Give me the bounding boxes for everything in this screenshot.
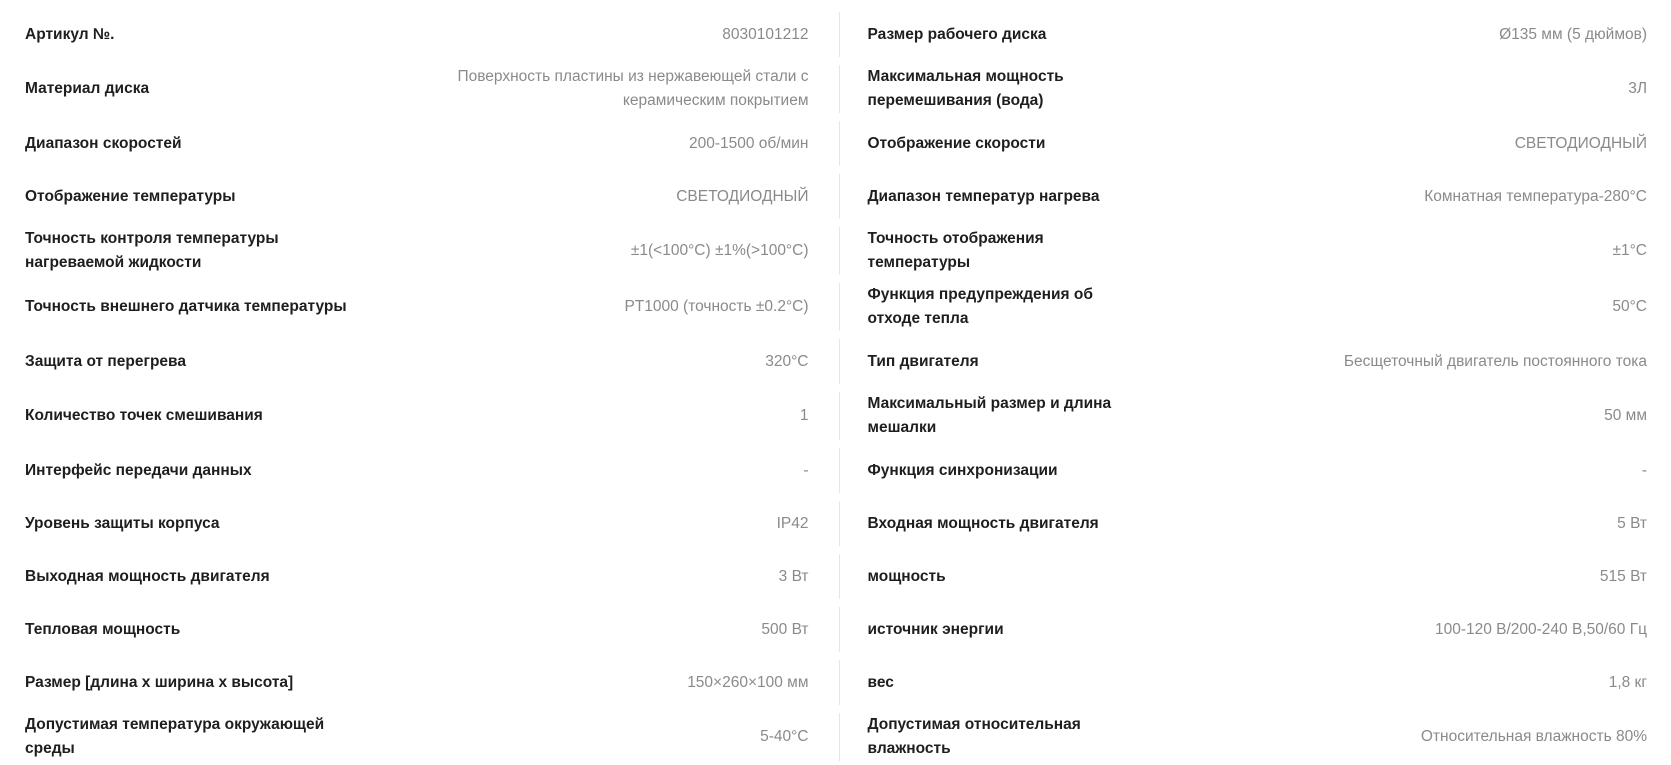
spec-label: Допустимая температура окружающей среды [25,713,355,761]
spec-value: 1,8 кг [1113,671,1648,695]
spec-cell [0,8,839,61]
spec-value: Относительная влажность 80% [1113,725,1648,749]
spec-value: ±1°C [1113,239,1648,263]
spec-value: Комнатная температура-280°C [1113,185,1648,209]
spec-label: Входная мощность двигателя [868,512,1113,536]
spec-cell [0,388,839,444]
spec-label: Диапазон скоростей [25,132,355,156]
spec-value: СВЕТОДИОДНЫЙ [355,185,809,209]
spec-cell [840,388,1671,444]
spec-label: Точность отображения температуры [868,227,1113,275]
spec-value: 50 мм [1113,404,1648,428]
spec-value: Ø135 мм (5 дюймов) [1113,23,1648,47]
spec-label: Выходная мощность двигателя [25,565,355,589]
spec-value: 200-1500 об/мин [355,132,809,156]
spec-label: Функция предупреждения об отходе тепла [868,283,1113,331]
spec-cell [0,709,839,765]
spec-value: 500 Вт [355,618,809,642]
spec-cell [0,117,839,170]
spec-cell [840,335,1671,388]
spec-value: 320°C [355,350,809,374]
spec-row [0,8,1671,61]
spec-label: источник энергии [868,618,1113,642]
spec-cell [840,444,1671,497]
spec-cell [0,444,839,497]
spec-row [0,497,1671,550]
spec-value: 3Л [1113,77,1648,101]
spec-label: Тепловая мощность [25,618,355,642]
spec-label: мощность [868,565,1113,589]
spec-label: Допустимая относительная влажность [868,713,1113,761]
spec-row [0,603,1671,656]
spec-value: 1 [355,404,809,428]
spec-value: 8030101212 [355,23,809,47]
spec-cell [840,709,1671,765]
spec-value: 150×260×100 мм [355,671,809,695]
spec-cell [0,603,839,656]
spec-row [0,550,1671,603]
spec-label: Максимальная мощность перемешивания (вода) [868,65,1113,113]
spec-label: Отображение скорости [868,132,1113,156]
spec-cell [840,170,1671,223]
spec-label: Диапазон температур нагрева [868,185,1113,209]
spec-value: Поверхность пластины из нержавеющей стали с керамическим покрытием [355,65,809,113]
spec-row [0,61,1671,117]
spec-row [0,223,1671,279]
spec-label: Тип двигателя [868,350,1113,374]
spec-label: Уровень защиты корпуса [25,512,355,536]
spec-row [0,117,1671,170]
spec-cell [840,279,1671,335]
spec-value: IP42 [355,512,809,536]
spec-row [0,279,1671,335]
spec-cell [0,170,839,223]
spec-row [0,335,1671,388]
spec-cell [0,656,839,709]
spec-value: PT1000 (точность ±0.2°C) [355,295,809,319]
spec-value: 3 Вт [355,565,809,589]
spec-value: 5 Вт [1113,512,1648,536]
spec-label: Размер рабочего диска [868,23,1113,47]
spec-label: Точность контроля температуры нагреваемой жидкости [25,227,355,275]
spec-value: ±1(<100°C) ±1%(>100°C) [355,239,809,263]
spec-label: Интерфейс передачи данных [25,459,355,483]
spec-value: СВЕТОДИОДНЫЙ [1113,132,1648,156]
spec-label: Защита от перегрева [25,350,355,374]
spec-value: 5-40°C [355,725,809,749]
spec-cell [0,497,839,550]
spec-cell [840,8,1671,61]
spec-row [0,170,1671,223]
spec-cell [0,223,839,279]
spec-label: Максимальный размер и длина мешалки [868,392,1113,440]
spec-cell [0,279,839,335]
spec-cell [840,497,1671,550]
spec-value: - [1113,459,1648,483]
spec-value: 50°C [1113,295,1648,319]
spec-label: Размер [длина x ширина x высота] [25,671,355,695]
spec-label: вес [868,671,1113,695]
spec-label: Артикул №. [25,23,355,47]
spec-row [0,656,1671,709]
spec-row [0,709,1671,765]
spec-cell [0,335,839,388]
spec-row [0,444,1671,497]
spec-cell [840,603,1671,656]
spec-value: 100-120 В/200-240 В,50/60 Гц [1113,618,1648,642]
spec-cell [0,61,839,117]
spec-cell [840,656,1671,709]
spec-cell [840,117,1671,170]
spec-label: Количество точек смешивания [25,404,355,428]
spec-label: Функция синхронизации [868,459,1113,483]
spec-cell [840,550,1671,603]
spec-cell [840,223,1671,279]
spec-cell [0,550,839,603]
spec-cell [840,61,1671,117]
spec-value: Бесщеточный двигатель постоянного тока [1113,350,1648,374]
spec-row [0,388,1671,444]
spec-label: Точность внешнего датчика температуры [25,295,355,319]
spec-label: Материал диска [25,77,355,101]
spec-value: - [355,459,809,483]
spec-value: 515 Вт [1113,565,1648,589]
spec-label: Отображение температуры [25,185,355,209]
